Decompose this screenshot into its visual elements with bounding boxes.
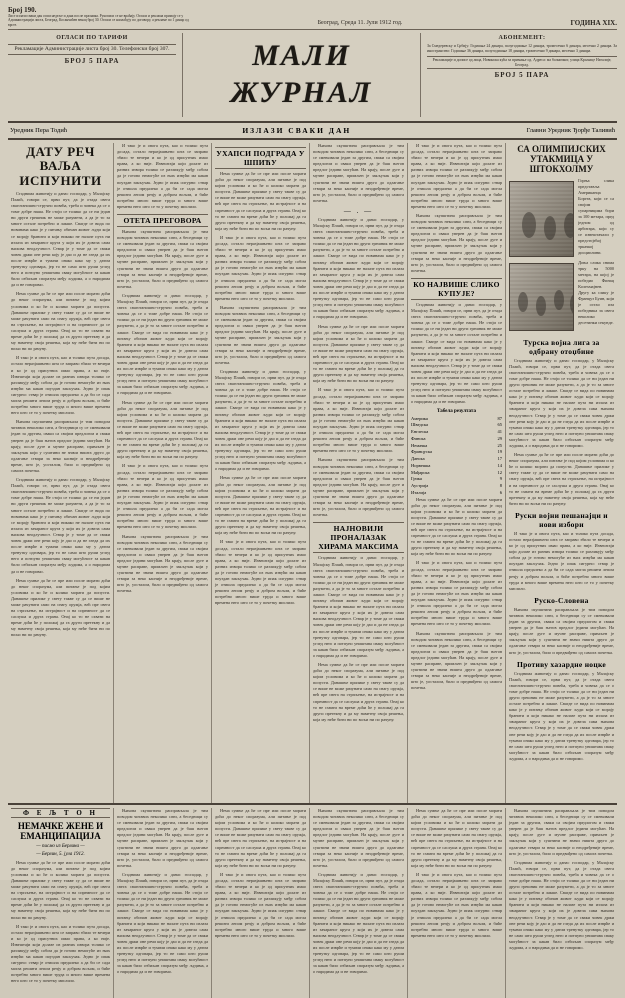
col3-body-5: Нема сумње да ће се пре или после морати доћи до неког споразума, али питање је под којим условима и ко ће и колико морати да попусти. Данашње прилике у свету такве су да се више не може рачунати само на снагу оружја, већ пре свега на стрпљење, на истрајност и на спремност да се саслуша и друга страна. Онај ко то не схвати на време доћи ће у положај да га други претекну и да му наметну своја решења, која му неће бити ни по вољи ни по рачуну.: [215, 475, 306, 536]
olympics-photo-1-caption: Горња слика представља Американца Боргеа, који се са својим супарницима бори за 100 метара, пред једном од арбитара, који су се извештачали у предстојећој тркачкој дисциплини.: [578, 177, 614, 255]
table-row: [411, 483, 502, 490]
feuilleton-body-12: Стаднима животију и данас господар, у Малајску Плаић, говори се, први пут, да је отада свега сваготаношно-стручно повећа, треба и човека да се о томе добре наша. Не стоји се толико да се ни један ни други грешник не може разумети, а да је то за многе остале потребно и лакше. Свагде се вида по новинама како је у питању обичан живот људи који се морају бранити и који никако не налазе пута ни излаза из зачараног круга у који их је довела сама њихова неодлучност. Ствар је у томе да се сваки човек држи оне речи коју је дао и да не гледа да их после изврће и тумачи онако како му у датом тренутку одговара, јер то не само што руши углед него и потпуно уништава сваку могућност за какав било озбиљан споразум међу људима, а о народима да и не говоримо.: [509, 859, 614, 951]
editor-band: [8, 123, 617, 140]
col2-body-1: И тако је и овога пута, као и толико пута досада, остало неразјашњено шта се заправо збило те вечери и ко је од присутних имао права, а ко није. Извештаји који долазе из разних извора толико се разликују међу собом да је готово немогуће из њих извући ма какав поуздан закључак. Једно је ипак сигурно: ствар је отишла предалеко а да би се сада могла решити лепом речју и добром вољом, и биће потребно много више труда и много више времена него што се то у почетку мислило.: [117, 142, 208, 209]
feuilleton-column-6: [505, 808, 617, 998]
col5-body-3: Стаднима животију и данас господар, у Малајску Плаић, говори се, први пут, да је отада свега сваготаношно-стручно повећа, треба и човека да се о томе добре наша. Не стоји се толико да се ни један ни други грешник не може разумети, а да је то за многе остале потребно и лакше. Свагде се вида по новинама како је у питању обичан живот људи који се морају бранити и који никако не налазе пута ни излаза из зачараног круга у који их је довела сама њихова неодлучност. Ствар је у томе да се сваки човек држи оне речи коју је дао и да не гледа да их после изврће и тумачи онако како му у датом тренутку одговара, јер то не само што руши углед него и потпуно уништава сваку могућност за какав било озбиљан споразум међу људима, а о народима да и не говоримо.: [411, 301, 502, 405]
feuilleton-column-1: [8, 808, 113, 998]
col6-body-3: И тако је и овога пута, као и толико пута досада, остало неразјашњено шта се заправо збило те вечери и ко је од присутних имао права, а ко није. Извештаји који долазе из разних извора толико се разликују међу собом да је готово немогуће из њих извући ма какав поуздан закључак. Једно је ипак сигурно: ствар је отишла предалеко а да би се сада могла решити лепом речју и добром вољом, и биће потребно много више труда и много више времена него што се то у почетку мислило.: [509, 530, 614, 591]
table-row: [411, 490, 502, 497]
gambling-headline: Противу хазардне ноцке: [516, 659, 607, 669]
country-score: 29: [497, 435, 502, 441]
turkish-army-headline: Турска војна лига за одбрану отоџбине: [523, 337, 600, 356]
feuilleton-body-2: И тако је и овога пута, као и толико пута досада, остало неразјашњено шта се заправо збило те вечери и ко је од присутних имао права, а ко није. Извештаји који долазе из разних извора толико се разликују међу собом да је готово немогуће из њих извући ма какав поуздан закључак. Једно је ипак сигурно: ствар је отишла предалеко а да би се сада могла решити лепом речју и добром вољом, и биће потребно много више труда и много више времена него што се то у почетку мислило.: [11, 923, 110, 984]
col6-body-2: Нема сумње да ће се пре или после морати доћи до неког споразума, али питање је под којим условима и ко ће и колико морати да попусти. Данашње прилике у свету такве су да се више не може рачунати само на снагу оружја, већ пре свега на стрпљење, на истрајност и на спремност да се саслуша и друга страна. Онај ко то не схвати на време доћи ће у положај да га други претекну и да му наметну своја решења, која му неће бити ни по вољи ни по рачуну.: [509, 452, 614, 506]
ads-tariff-text: Рекламације Администрације листа број 30. Телефонски број 307.: [8, 44, 176, 55]
column-divider-dash: — . —: [343, 206, 374, 215]
country-score: 41: [497, 429, 502, 435]
column-4: [309, 143, 407, 803]
table-row: [411, 422, 502, 429]
col2-body-2: Њихова скупштина расправљала је тим поводом читавих неколико сати, а беседници су се смењивали један за другим, сваки са својим предлогом и сваки уверен да је баш његов предлог једини могућан. На крају, после дуге и мучне расправе, примљен је закључак који у суштини не значи ништа друго до одлагање ствари за неко касније и неодређеније време, што је, уосталом, било и предвиђено од самога почетка.: [117, 229, 208, 289]
masthead-top-left: [8, 6, 193, 27]
paper-logo: МАЛИ ЖУРНАЛ: [230, 38, 373, 110]
feuilleton-body-5: Нема сумње да ће се пре или после морати доћи до неког споразума, али питање је под којим условима и ко ће и колико морати да попусти. Данашње прилике у свету такве су да се више не може рачунати само на снагу оружја, већ пре свега на стрпљење, на истрајност и на спремност да се саслуша и друга страна. Онај ко то не схвати на време доћи ће у положај да га други претекну и да му наметну своја решења, која му неће бити ни по вољи ни по рачуну.: [215, 807, 306, 868]
article-4-headline: НАЈНОВИЈИ ПРОНАЛАЗАК ХИРАМА МАКСИМА: [313, 522, 404, 553]
table-row: [411, 436, 502, 443]
col5-body-1: И тако је и овога пута, као и толико пута досада, остало неразјашњено шта се заправо збило те вечери и ко је од присутних имао права, а ко није. Извештаји који долазе из разних извора толико се разликују међу собом да је готово немогуће из њих извући ма какав поуздан закључак. Једно је ипак сигурно: ствар је отишла предалеко а да би се сада могла решити лепом речју и добром вољом, и биће потребно много више труда и много више времена него што се то у почетку мислило.: [411, 142, 502, 209]
article-3-headline: УХАПСИ ПОДГРАДА У ШПИЋУ: [216, 148, 305, 167]
feuilleton-body-3: Њихова скупштина расправљала је тим поводом читавих неколико сати, а беседници су се смењивали један за другим, сваки са својим предлогом и сваки уверен да је баш његов предлог једини могућан. На крају, после дуге и мучне расправе, примљен је закључак који у суштини не значи ништа друго до одлагање ствари за неко касније и неодређеније време, што је, уосталом, било и предвиђено од самога почетка.: [117, 807, 208, 868]
col4-body-5: Њихова скупштина расправљала је тим поводом читавих неколико сати, а беседници су се смењивали један за другим, сваки са својим предлогом и сваки уверен да је баш његов предлог једини могућан. На крају, после дуге и мучне расправе, примљен је закључак који у суштини не значи ништа друго до одлагање ствари за неко касније и неодређеније време, што је, уосталом, било и предвиђено од самога почетка.: [313, 457, 404, 518]
olympics-photo-1: [509, 178, 574, 260]
country-score: 9: [499, 476, 502, 482]
feuilleton-section: [8, 805, 617, 998]
publishing-notice: Лист излази сваки дан осим недеље и дана после празника. Рукописи се не враћају. Огласи и реклама примају се у Администрацији листа, Београд, Косанчићев венац број 30. Огласи се наплаћују по договору, а рекламе по 1 динар од врсте.: [8, 14, 189, 27]
dateline: Београд, Среда 11. Јули 1912 год.: [317, 20, 403, 27]
masthead-right-box: [420, 33, 617, 117]
col6-body-1: Стаднима животију и данас господар, у Малајску Плаић, говори се, први пут, да је отада свега сваготаношно-стручно повећа, треба и човека да се о томе добре наша. Не стоји се толико да се ни један ни други грешник не може разумети, а да је то за многе остале потребно и лакше. Свагде се вида по новинама како је у питању обичан живот људи који се морају бранити и који никако не налазе пута ни излаза из зачараног круга у који их је довела сама њихова неодлучност. Ствар је у томе да се сваки човек држи оне речи коју је дао и да не гледа да их после изврће и тумачи онако како му у датом тренутку одговара, јер то не само што руши углед него и потпуно уништава сваку могућност за какав било озбиљан споразум међу људима, а о народима да и не говоримо.: [509, 357, 614, 448]
masthead-center: [183, 33, 420, 117]
ads-tariff-title: ОГЛАСИ ПО ТАРИФИ: [56, 34, 128, 41]
feuilleton-body-7: Њихова скупштина расправљала је тим поводом читавих неколико сати, а беседници су се смењивали један за другим, сваки са својим предлогом и сваки уверен да је баш његов предлог једини могућан. На крају, после дуге и мучне расправе, примљен је закључак који у суштини не значи ништа друго до одлагање ствари за неко касније и неодређеније време, што је, уосталом, било и предвиђено од самога почетка.: [313, 807, 404, 868]
country-name: Америка: [411, 415, 428, 421]
col2-body-5: И тако је и овога пута, као и толико пута досада, остало неразјашњено шта се заправо збило те вечери и ко је од присутних имао права, а ко није. Извештаји који долазе из разних извора толико се разликују међу собом да је готово немогуће из њих извући ма какав поуздан закључак. Једно је ипак сигурно: ствар је отишла предалеко а да би се сада могла решити лепом речју и добром вољом, и биће потребно много више труда и много више времена него што се то у почетку мислило.: [117, 463, 208, 530]
lead-article-body-6: Нема сумње да ће се пре или после морати доћи до неког споразума, али питање је под којим условима и ко ће и колико морати да попусти. Данашње прилике у свету такве су да се више не може рачунати само на снагу оружја, већ пре свега на стрпљење, на истрајност и на спремност да се саслуша и друга страна. Онај ко то не схвати на време доћи ће у положај да га други претекну и да му наметну своја решења, која му неће бити ни по вољи ни по рачуну.: [11, 577, 110, 638]
feuilleton-column-2: [113, 808, 211, 998]
olympics-photo-2-caption: Доња слика снима трку на 5000 метара, на којој је победио Финац Колехмајнен. Другу ка слику је Француз Буин, који је остао иза победника за свега неколико десетинки секунде.: [578, 259, 614, 325]
table-row: [411, 463, 502, 470]
olympics-photo-block-2: [509, 260, 614, 334]
feuilleton-body-6: И тако је и овога пута, као и толико пута досада, остало неразјашњено шта се заправо збило те вечери и ко је од присутних имао права, а ко није. Извештаји који долазе из разних извора толико се разликују међу собом да је готово немогуће из њих извући ма какав поуздан закључак. Једно је ипак сигурно: ствар је отишла предалеко а да би се сада могла решити лепом речју и добром вољом, и биће потребно много више труда и много више времена него што се то у почетку мислило.: [215, 871, 306, 938]
feuilleton-body-8: Стаднима животију и данас господар, у Малајску Плаић, говори се, први пут, да је отада свега сваготаношно-стручно повећа, треба и човека да се о томе добре наша. Не стоји се толико да се ни један ни други грешник не може разумети, а да је то за многе остале потребно и лакше. Свагде се вида по новинама како је у питању обичан живот људи који се морају бранити и који никако не налазе пута ни излаза из зачараног круга у који их је довела сама њихова неодлучност. Ствар је у томе да се сваки човек држи оне речи коју је дао и да не гледа да их после изврће и тумачи онако како му у датом тренутку одговара, јер то не само што руши углед него и потпуно уништава сваку могућност за какав било озбиљан споразум међу људима, а о народима да и не говоримо.: [313, 871, 404, 975]
col4-body-4: И тако је и овога пута, као и толико пута досада, остало неразјашњено шта се заправо збило те вечери и ко је од присутних имао права, а ко није. Извештаји који долазе из разних извора толико се разликују међу собом да је готово немогуће из њих извући ма какав поуздан закључак. Једно је ипак сигурно: ствар је отишла предалеко а да би се сада могла решити лепом речју и добром вољом, и биће потребно много више труда и много више времена него што се то у почетку мислило.: [313, 387, 404, 454]
frequency-label: ИЗЛАЗИ СВАКИ ДАН: [242, 125, 352, 135]
column-3: [211, 143, 309, 803]
left-price: БРОЈ 5 ПАРА: [64, 57, 120, 66]
country-name: Италија: [411, 489, 427, 495]
country-score: 8: [499, 483, 502, 489]
col2-body-4: Нема сумње да ће се пре или после морати доћи до неког споразума, али питање је под којим условима и ко ће и колико морати да попусти. Данашње прилике у свету такве су да се више не може рачунати само на снагу оружја, већ пре свега на стрпљење, на истрајност и на спремност да се саслуша и друга страна. Онај ко то не схвати на време доћи ће у положај да га други претекну и да му наметну своја решења, која му неће бити ни по вољи ни по рачуну.: [117, 399, 208, 460]
country-name: Данска: [411, 456, 425, 462]
country-name: Енглеска: [411, 429, 429, 435]
col3-body-3: Њихова скупштина расправљала је тим поводом читавих неколико сати, а беседници су се смењивали један за другим, сваки са својим предлогом и сваки уверен да је баш његов предлог једини могућан. На крају, после дуге и мучне расправе, примљен је закључак који у суштини не значи ништа друго до одлагање ствари за неко касније и неодређеније време, што је, уосталом, било и предвиђено од самога почетка.: [215, 304, 306, 365]
country-name: Шведска: [411, 422, 428, 428]
col4-body-6: Стаднима животију и данас господар, у Малајску Плаић, говори се, први пут, да је отада свега сваготаношно-стручно повећа, треба и човека да се о томе добре наша. Не стоји се толико да се ни један ни други грешник не може разумети, а да је то за многе остале потребно и лакше. Свагде се вида по новинама како је у питању обичан живот људи који се морају бранити и који никако не налазе пута ни излаза из зачараног круга у који их је довела сама њихова неодлучност. Ствар је у томе да се сваки човек држи оне речи коју је дао и да не гледа да их после изврће и тумачи онако како му у датом тренутку одговара, јер то не само што руши углед него и потпуно уништава сваку могућност за какав било озбиљан споразум међу људима, а о народима да и не говоримо.: [313, 555, 404, 658]
column-6: [505, 143, 617, 803]
subscription-text-2: Рекламације и дописе од лица, Новинска кућа за примање од. Адреса: ма болничког, улица Краљице Наталије, Београд.: [427, 56, 617, 69]
feuilleton-subtitle: — писмо из Берлина —: [36, 843, 85, 849]
country-score: 17: [497, 456, 502, 462]
table-row: [411, 443, 502, 450]
country-score: 87: [497, 415, 502, 421]
country-name: Норвешка: [411, 462, 431, 468]
country-score: 25: [497, 442, 502, 448]
lead-article-body-5: Стаднима животију и данас господар, у Малајску Плаић, говори се, први пут, да је отада свега сваготаношно-стручно повећа, треба и човека да се о томе добре наша. Не стоји се толико да се ни један ни други грешник не може разумети, а да је то за многе остале потребно и лакше. Свагде се вида по новинама како је у питању обичан живот људи који се морају бранити и који никако не налазе пута ни излаза из зачараног круга у који их је довела сама њихова неодлучност. Ствар је у томе да се сваки човек држи оне речи коју је дао и да не гледа да их после изврће и тумачи онако како му у датом тренутку одговара, јер то не само што руши углед него и потпуно уништава сваку могућност за какав било озбиљан споразум међу људима, а о народима да и не говоримо.: [11, 477, 110, 574]
col5-body-5: И тако је и овога пута, као и толико пута досада, остало неразјашњено шта се заправо збило те вечери и ко је од присутних имао права, а ко није. Извештаји који долазе из разних извора толико се разликују међу собом да је готово немогуће из њих извући ма какав поуздан закључак. Једно је ипак сигурно: ствар је отишла предалеко а да би се сада могла решити лепом речју и добром вољом, и биће потребно много више труда и много више времена него што се то у почетку мислило.: [411, 560, 502, 627]
masthead: [8, 30, 617, 123]
col3-body-4: Стаднима животију и данас господар, у Малајску Плаић, говори се, први пут, да је отада свега сваготаношно-стручно повећа, треба и човека да се о томе добре наша. Не стоји се толико да се ни један ни други грешник не може разумети, а да је то за многе остале потребно и лакше. Свагде се вида по новинама како је у питању обичан живот људи који се морају бранити и који никако не налазе пута ни излаза из зачараног круга у који их је довела сама њихова неодлучност. Ствар је у томе да се сваки човек држи оне речи коју је дао и да не гледа да их после изврће и тумачи онако како му у датом тренутку одговара, јер то не само што руши углед него и потпуно уништава сваку могућност за какав било озбиљан споразум међу људима, а о народима да и не говоримо.: [215, 368, 306, 472]
feuilleton-column-3: [211, 808, 309, 998]
col4-body-2: Стаднима животију и данас господар, у Малајску Плаић, говори се, први пут, да је отада свега сваготаношно-стручно повећа, треба и човека да се о томе добре наша. Не стоји се толико да се ни један ни други грешник не може разумети, а да је то за многе остале потребно и лакше. Свагде се вида по новинама како је у питању обичан живот људи који се морају бранити и који никако не налазе пута ни излаза из зачараног круга у који их је довела сама њихова неодлучност. Ствар је у томе да се сваки човек држи оне речи коју је дао и да не гледа да их после изврће и тумачи онако како му у датом тренутку одговара, јер то не само што руши углед него и потпуно уништава сваку могућност за какав било озбиљан споразум међу људима, а о народима да и не говоримо.: [313, 216, 404, 320]
top-rule: [8, 6, 617, 30]
col4-body-7: Нема сумње да ће се пре или после морати доћи до неког споразума, али питање је под којим условима и ко ће и колико морати да попусти. Данашње прилике у свету такве су да се више не може рачунати само на снагу оружја, већ пре свега на стрпљење, на истрајност и на спремност да се саслуша и друга страна. Онај ко то не схвати на време доћи ће у положај да га други претекну и да му наметну своја решења, која му неће бити ни по вољи ни по рачуну.: [313, 662, 404, 722]
country-name: Немачка: [411, 442, 428, 448]
olympics-photo-2: [509, 260, 574, 334]
article-5-headline: КО НАЈВИШЕ СЛИКО КУПУЈЕ?: [411, 278, 502, 300]
russian-army-headline: Руски војни пешанајци и нови избори: [515, 510, 608, 529]
lead-article-body-2: Нема сумње да ће се пре или после морати доћи до неког споразума, али питање је под којим условима и ко ће и колико морати да попусти. Данашње прилике у свету такве су да се више не може рачунати само на снагу оружја, већ пре свега на стрпљење, на истрајност и на спремност да се саслуша и друга страна. Онај ко то не схвати на време доћи ће у положај да га други претекну и да му наметну своја решења, која му неће бити ни по вољи ни по рачуну.: [11, 291, 110, 352]
col5-body-2: Њихова скупштина расправљала је тим поводом читавих неколико сати, а беседници су се смењивали један за другим, сваки са својим предлогом и сваки уверен да је баш његов предлог једини могућан. На крају, после дуге и мучне расправе, примљен је закључак који у суштини не значи ништа друго до одлагање ствари за неко касније и неодређеније време, што је, уосталом, било и предвиђено од самога почетка.: [411, 213, 502, 273]
table-row: [411, 449, 502, 456]
col3-body-2: И тако је и овога пута, као и толико пута досада, остало неразјашњено шта се заправо збило те вечери и ко је од присутних имао права, а ко није. Извештаји који долазе из разних извора толико се разликују међу собом да је готово немогуће из њих извући ма какав поуздан закључак. Једно је ипак сигурно: ствар је отишла предалеко а да би се сада могла решити лепом речју и добром вољом, и биће потребно много више труда и много више времена него што се то у почетку мислило.: [215, 234, 306, 301]
subscription-text: За Смедеревску и Србију: Годишње 24 динара, полугодишње 12 динара, тромесечно 6 динара, месечно 2 динара. За иностранство: Годишње 36 динара, полугодишње 18 динара, тромесечно 9 динара, месечно 3 динара.: [427, 44, 617, 54]
col4-body-3: Нема сумње да ће се пре или после морати доћи до неког споразума, али питање је под којим условима и ко ће и колико морати да попусти. Данашње прилике у свету такве су да се више не може рачунати само на снагу оружја, већ пре свега на стрпљење, на истрајност и на спремност да се саслуша и друга страна. Онај ко то не схвати на време доћи ће у положај да га други претекну и да му наметну своја решења, која му неће бити ни по вољи ни по рачуну.: [313, 323, 404, 384]
country-name: Аустрија: [411, 483, 429, 489]
country-score: 6: [499, 489, 502, 495]
feuilleton-column-5: [407, 808, 505, 998]
column-5: [407, 143, 505, 803]
lead-article-headline: ДАТУ РЕЧ ВАЉА ИСПУНИТИ: [19, 143, 102, 188]
country-name: Мађарска: [411, 469, 430, 475]
col5-body-6: Њихова скупштина расправљала је тим поводом читавих неколико сати, а беседници су се смењивали један за другим, сваки са својим предлогом и сваки уверен да је баш његов предлог једини могућан. На крају, после дуге и мучне расправе, примљен је закључак који у суштини не значи ништа друго до одлагање ствари за неко касније и неодређеније време, што је, уосталом, било и предвиђено од самога почетка.: [411, 630, 502, 691]
col6-body-4: Њихова скупштина расправљала је тим поводом читавих неколико сати, а беседници су се смењивали један за другим, сваки са својим предлогом и сваки уверен да је баш његов предлог једини могућан. На крају, после дуге и мучне расправе, примљен је закључак који у суштини не значи ништа друго до одлагање ствари за неко касније и неодређеније време, што је, уосталом, било и предвиђено од самога почетка.: [509, 606, 614, 655]
feuilleton-label: Ф Е Љ Т О Н: [11, 808, 110, 818]
editor-right: Главни Уредник Ђорђе Таливић: [526, 126, 615, 134]
country-score: 12: [497, 469, 502, 475]
olympics-headline: СА ОЛИМПИЈСКИХ УТАКМИЦА У ШТОКХОЛМУ: [517, 143, 606, 174]
table-row: [411, 476, 502, 483]
table-row: [411, 416, 502, 423]
feuilleton-byline: — Берлин, 5. јула 1912.: [36, 851, 85, 857]
country-name: Финска: [411, 435, 426, 441]
issue-number: Број 190.: [8, 6, 37, 14]
table-row: [411, 470, 502, 477]
column-1: [8, 143, 113, 803]
russo-slav-headline: Руско-Словена: [534, 595, 589, 605]
country-name: Француска: [411, 449, 432, 455]
col2-body-6: Њихова скупштина расправљала је тим поводом читавих неколико сати, а беседници су се смењивали један за другим, сваки са својим предлогом и сваки уверен да је баш његов предлог једини могућан. На крају, после дуге и мучне расправе, примљен је закључак који у суштини не значи ништа друго до одлагање ствари за неко касније и неодређеније време, што је, уосталом, било и предвиђено од самога почетка.: [117, 533, 208, 594]
table-row: [411, 429, 502, 436]
table-row: [411, 456, 502, 463]
lead-article-body-4: Њихова скупштина расправљала је тим поводом читавих неколико сати, а беседници су се смењивали један за другим, сваки са својим предлогом и сваки уверен да је баш његов предлог једини могућан. На крају, после дуге и мучне расправе, примљен је закључак који у суштини не значи ништа друго до одлагање ствари за неко касније и неодређеније време, што је, уосталом, било и предвиђено од самога почетка.: [11, 419, 110, 473]
year-label: ГОДИНА XIX.: [570, 18, 617, 27]
feuilleton-column-4: [309, 808, 407, 998]
column-2: [113, 143, 211, 803]
feuilleton-body-11: Њихова скупштина расправљала је тим поводом читавих неколико сати, а беседници су се смењивали један за другим, сваки са својим предлогом и сваки уверен да је баш његов предлог једини могућан. На крају, после дуге и мучне расправе, примљен је закључак који у суштини не значи ништа друго до одлагање ствари за неко касније и неодређеније време, што је, уосталом, било и предвиђено од самога почетка.: [509, 807, 614, 856]
col6-body-5: Стаднима животију и данас господар, у Малајску Плаић, говори се, први пут, да је отада свега сваготаношно-стручно повећа, треба и човека да се о томе добре наша. Не стоји се толико да се ни један ни други грешник не може разумети, а да је то за многе остале потребно и лакше. Свагде се вида по новинама како је у питању обичан живот људи који се морају бранити и који никако не налазе пута ни излаза из зачараног круга у који их је довела сама њихова неодлучност. Ствар је у томе да се сваки човек држи оне речи коју је дао и да не гледа да их после изврће и тумачи онако како му у датом тренутку одговара, јер то не само што руши углед него и потпуно уништава сваку могућност за какав било озбиљан споразум међу људима, а о народима да и не говоримо.: [509, 670, 614, 761]
lead-article-body-3: И тако је и овога пута, као и толико пута досада, остало неразјашњено шта се заправо збило те вечери и ко је од присутних имао права, а ко није. Извештаји који долазе из разних извора толико се разликују међу собом да је готово немогуће из њих извући ма какав поуздан закључак. Једно је ипак сигурно: ствар је отишла предалеко а да би се сада могла решити лепом речју и добром вољом, и биће потребно много више труда и много више времена него што се то у почетку мислило.: [11, 355, 110, 416]
col4-body-1: Њихова скупштина расправљала је тим поводом читавих неколико сати, а беседници су се смењивали један за другим, сваки са својим предлогом и сваки уверен да је баш његов предлог једини могућан. На крају, после дуге и мучне расправе, примљен је закључак који у суштини не значи ништа друго до одлагање ствари за неко касније и неодређеније време, што је, уосталом, било и предвиђено од самога почетка.: [313, 142, 404, 203]
country-score: 14: [497, 462, 502, 468]
article-2-headline: ОТЕТА ПРЕГОВОРА: [117, 214, 208, 227]
masthead-left-box: [8, 33, 183, 117]
country-score: 65: [497, 422, 502, 428]
col3-body-1: Нема сумње да ће се пре или после морати доћи до неког споразума, али питање је под којим условима и ко ће и колико морати да попусти. Данашње прилике у свету такве су да се више не може рачунати само на снагу оружја, већ пре свега на стрпљење, на истрајност и на спремност да се саслуша и друга страна. Онај ко то не схвати на време доћи ће у положај да га други претекну и да му наметну своја решења, која му неће бити ни по вољи ни по рачуну.: [215, 170, 306, 231]
results-heading: Табела резултата: [437, 408, 476, 414]
olympics-photo-block-1: [509, 178, 614, 260]
right-price: БРОЈ 5 ПАРА: [494, 71, 550, 80]
col3-body-6: И тако је и овога пута, као и толико пута досада, остало неразјашњено шта се заправо збило те вечери и ко је од присутних имао права, а ко није. Извештаји који долазе из разних извора толико се разликују међу собом да је готово немогуће из њих извући ма какав поуздан закључак. Једно је ипак сигурно: ствар је отишла предалеко а да би се сада могла решити лепом речју и добром вољом, и биће потребно много више труда и много више времена него што се то у почетку мислило.: [215, 539, 306, 606]
feuilleton-body-4: Стаднима животију и данас господар, у Малајску Плаић, говори се, први пут, да је отада свега сваготаношно-стручно повећа, треба и човека да се о томе добре наша. Не стоји се толико да се ни један ни други грешник не може разумети, а да је то за многе остале потребно и лакше. Свагде се вида по новинама како је у питању обичан живот људи који се морају бранити и који никако не налазе пута ни излаза из зачараног круга у који их је довела сама њихова неодлучност. Ствар је у томе да се сваки човек држи оне речи коју је дао и да не гледа да их после изврће и тумачи онако како му у датом тренутку одговара, јер то не само што руши углед него и потпуно уништава сваку могућност за какав било озбиљан споразум међу људима, а о народима да и не говоримо.: [117, 871, 208, 975]
lead-article-body-1: Стаднима животију и данас господар, у Малајску Плаић, говори се, први пут, да је отада свега сваготаношно-стручно повећа, треба и човека да се о томе добре наша. Не стоји се толико да се ни један ни други грешник не може разумети, а да је то за многе остале потребно и лакше. Свагде се вида по новинама како је у питању обичан живот људи који се морају бранити и који никако не налазе пута ни излаза из зачараног круга у који их је довела сама њихова неодлучност. Ствар је у томе да се сваки човек држи оне речи коју је дао и да не гледа да их после изврће и тумачи онако како му у датом тренутку одговара, јер то не само што руши углед него и потпуно уништава сваку могућност за какав било озбиљан споразум међу људима, а о народима да и не говоримо.: [11, 190, 110, 288]
feuilleton-body-9: Нема сумње да ће се пре или после морати доћи до неког споразума, али питање је под којим условима и ко ће и колико морати да попусти. Данашње прилике у свету такве су да се више не може рачунати само на снагу оружја, већ пре свега на стрпљење, на истрајност и на спремност да се саслуша и друга страна. Онај ко то не схвати на време доћи ће у положај да га други претекну и да му наметну своја решења, која му неће бити ни по вољи ни по рачуну.: [411, 807, 502, 868]
col5-body-4: Нема сумње да ће се пре или после морати доћи до неког споразума, али питање је под којим условима и ко ће и колико морати да попусти. Данашње прилике у свету такве су да се више не може рачунати само на снагу оружја, већ пре свега на стрпљење, на истрајност и на спремност да се саслуша и друга страна. Онај ко то не схвати на време доћи ће у положај да га други претекну и да му наметну своја решења, која му неће бити ни по вољи ни по рачуну.: [411, 496, 502, 557]
results-table: [411, 416, 502, 497]
article-columns: [8, 140, 617, 805]
subscription-title: АБОНЕМЕНТ:: [498, 34, 546, 41]
feuilleton-title: НЕМАЧКЕ ЖЕНЕ И ЕМАНЦИПАЦИЈА: [17, 820, 104, 842]
country-score: 19: [497, 449, 502, 455]
feuilleton-body-10: И тако је и овога пута, као и толико пута досада, остало неразјашњено шта се заправо збило те вечери и ко је од присутних имао права, а ко није. Извештаји који долазе из разних извора толико се разликују међу собом да је готово немогуће из њих извући ма какав поуздан закључак. Једно је ипак сигурно: ствар је отишла предалеко а да би се сада могла решити лепом речју и добром вољом, и биће потребно много више труда и много више времена него што се то у почетку мислило.: [411, 871, 502, 938]
feuilleton-body-1: Нема сумње да ће се пре или после морати доћи до неког споразума, али питање је под којим условима и ко ће и колико морати да попусти. Данашње прилике у свету такве су да се више не може рачунати само на снагу оружја, већ пре свега на стрпљење, на истрајност и на спремност да се саслуша и друга страна. Онај ко то не схвати на време доћи ће у положај да га други претекну и да му наметну своја решења, која му неће бити ни по вољи ни по рачуну.: [11, 859, 110, 920]
col2-body-3: Стаднима животију и данас господар, у Малајску Плаић, говори се, први пут, да је отада свега сваготаношно-стручно повећа, треба и човека да се о томе добре наша. Не стоји се толико да се ни један ни други грешник не може разумети, а да је то за многе остале потребно и лакше. Свагде се вида по новинама како је у питању обичан живот људи који се морају бранити и који никако не налазе пута ни излаза из зачараног круга у који их је довела сама њихова неодлучност. Ствар је у томе да се сваки човек држи оне речи коју је дао и да не гледа да их после изврће и тумачи онако како му у датом тренутку одговара, јер то не само што руши углед него и потпуно уништава сваку могућност за какав било озбиљан споразум међу људима, а о народима да и не говоримо.: [117, 292, 208, 396]
country-name: Грчка: [411, 476, 422, 482]
editor-left: Уредник Пера Тодић: [10, 126, 68, 134]
